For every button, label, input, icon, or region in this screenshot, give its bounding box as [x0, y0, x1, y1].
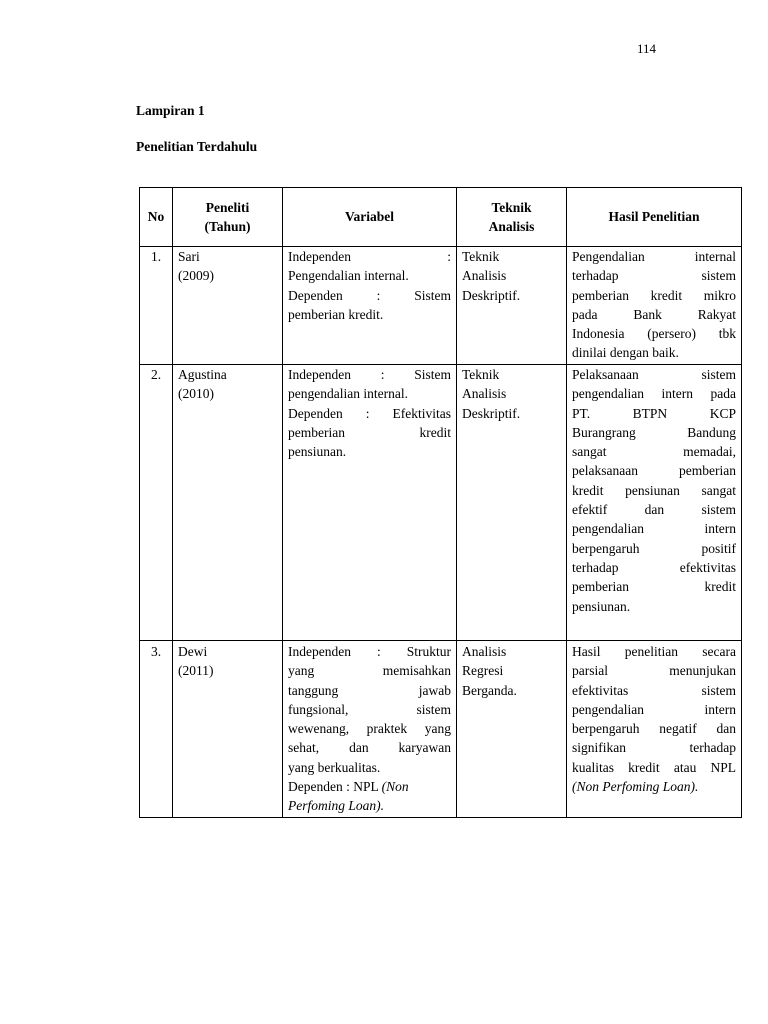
technique-line: Analisis — [462, 644, 507, 659]
technique-line: Analisis — [462, 386, 507, 402]
result-line: pemberian kredit mikro — [572, 287, 736, 303]
technique-line: Analisis — [462, 268, 507, 284]
variable-cell — [283, 641, 457, 818]
variable-line: pengendalian internal. — [288, 386, 408, 402]
technique-cell — [457, 365, 567, 641]
research-table — [139, 187, 742, 818]
variable-dependent-text: Dependen : NPL — [288, 779, 382, 795]
result-line: pengendalian intern — [572, 521, 736, 537]
table-row — [140, 247, 742, 365]
result-line: kredit pensiunan sangat — [572, 482, 736, 498]
result-line: terhadap efektivitas — [572, 559, 736, 575]
variable-line: wewenang, praktek yang — [288, 721, 451, 737]
result-cell — [567, 365, 742, 641]
variable-line: Independen : Sistem — [288, 367, 451, 382]
header-teknik — [457, 188, 567, 247]
result-line: sangat memadai, — [572, 444, 736, 460]
result-line: berpengaruh positif — [572, 540, 736, 556]
variable-line: Independen : Struktur — [288, 644, 451, 659]
header-no: No — [140, 188, 173, 247]
result-line: PT. BTPN KCP — [572, 405, 736, 421]
result-line: parsial menunjukan — [572, 663, 736, 679]
result-line: terhadap sistem — [572, 268, 736, 284]
header-peneliti-line2: (Tahun) — [204, 219, 251, 234]
result-italic-line: (Non Perfoming Loan). — [572, 779, 699, 795]
result-line: Indonesia (persero) tbk — [572, 326, 736, 342]
header-peneliti — [173, 188, 283, 247]
table-header-row — [140, 188, 742, 247]
result-line: berpengaruh negatif dan — [572, 721, 736, 737]
table-row — [140, 365, 742, 641]
variable-line: yang memisahkan — [288, 663, 451, 679]
researcher-name: Dewi — [178, 644, 208, 659]
variable-line: Pengendalian internal. — [288, 268, 409, 284]
header-peneliti-line1: Peneliti — [205, 199, 250, 215]
variable-cell — [283, 365, 457, 641]
variable-line: sehat, dan karyawan — [288, 740, 451, 756]
researcher-year: (2009) — [178, 268, 214, 284]
technique-line: Teknik — [462, 249, 500, 264]
researcher-year: (2011) — [178, 663, 214, 679]
header-hasil: Hasil Penelitian — [567, 188, 742, 247]
researcher-cell — [173, 365, 283, 641]
result-line: efektivitas sistem — [572, 682, 736, 698]
researcher-name: Sari — [178, 249, 200, 264]
result-line: pengendalian intern — [572, 701, 736, 717]
variable-line: fungsional, sistem — [288, 701, 451, 717]
technique-line: Berganda. — [462, 682, 517, 698]
header-teknik-line1: Teknik — [491, 199, 532, 215]
result-cell — [567, 641, 742, 818]
result-cell — [567, 247, 742, 365]
technique-line: Regresi — [462, 663, 504, 679]
result-line: efektif dan sistem — [572, 502, 736, 518]
row-number: 2. — [140, 365, 173, 641]
technique-line: Deskriptif. — [462, 405, 521, 421]
result-line: signifikan terhadap — [572, 740, 736, 756]
header-teknik-line2: Analisis — [488, 219, 535, 234]
researcher-cell — [173, 641, 283, 818]
result-line: dinilai dengan baik. — [572, 345, 679, 361]
researcher-name: Agustina — [178, 367, 227, 382]
result-line: pensiunan. — [572, 598, 631, 614]
researcher-cell — [173, 247, 283, 365]
result-line: Pengendalian internal — [572, 249, 736, 264]
technique-line: Teknik — [462, 367, 500, 382]
technique-cell — [457, 247, 567, 365]
result-line: pada Bank Rakyat — [572, 306, 736, 322]
row-number: 1. — [140, 247, 173, 365]
result-line: pemberian kredit — [572, 579, 736, 595]
variable-line: pemberian kredit. — [288, 306, 384, 322]
variable-cell — [283, 247, 457, 365]
result-line: Burangrang Bandung — [572, 424, 736, 440]
result-line: pelaksanaan pemberian — [572, 463, 736, 479]
table-row — [140, 641, 742, 818]
variable-line: pemberian kredit — [288, 424, 451, 440]
variable-line: Dependen : Sistem — [288, 287, 451, 303]
result-line: Hasil penelitian secara — [572, 644, 736, 659]
variable-line: Dependen : Efektivitas — [288, 405, 451, 421]
variable-line: pensiunan. — [288, 444, 347, 460]
header-variabel: Variabel — [283, 188, 457, 247]
row-number: 3. — [140, 641, 173, 818]
page-number: 114 — [637, 41, 657, 56]
result-line: Pelaksanaan sistem — [572, 367, 736, 382]
variable-line: yang berkualitas. — [288, 759, 381, 775]
technique-cell — [457, 641, 567, 818]
technique-line: Deskriptif. — [462, 287, 521, 303]
section-title: Penelitian Terdahulu — [136, 139, 258, 154]
variable-line: Independen : — [288, 249, 451, 264]
variable-dependent-italic-line: Perfoming Loan). — [288, 798, 384, 814]
result-line: pengendalian intern pada — [572, 386, 736, 402]
researcher-year: (2010) — [178, 386, 214, 402]
variable-dependent-line — [288, 777, 451, 796]
appendix-heading: Lampiran 1 — [136, 103, 205, 118]
variable-line: tanggung jawab — [288, 682, 451, 698]
variable-dependent-italic: (Non — [381, 779, 409, 795]
result-line: kualitas kredit atau NPL — [572, 759, 736, 775]
